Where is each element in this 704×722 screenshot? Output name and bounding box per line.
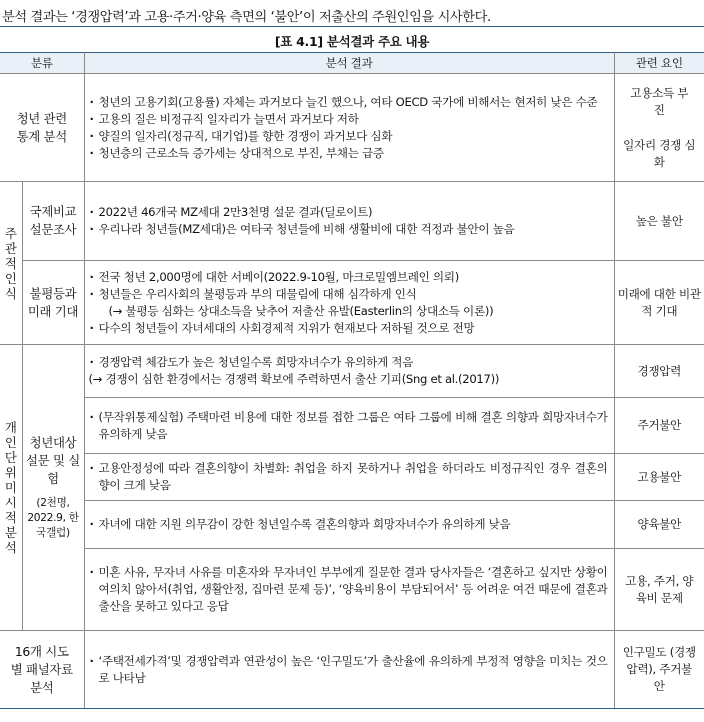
result-regional xyxy=(84,631,614,709)
category-char: 적 xyxy=(4,255,17,271)
list-item: · 청년의 고용기회(고용률) 자체는 과거보다 늘긴 했으나, 여타 OECD 국가에 비해서는 현저히 낮은 수준 xyxy=(89,94,608,111)
category-char: 분 xyxy=(4,525,17,540)
category-char: 단 xyxy=(4,450,17,465)
result-inequality xyxy=(84,261,614,345)
list-item: · 양질의 일자리(정규직, 대기업)를 향한 경쟁이 과거보다 심화 xyxy=(89,128,608,145)
header-row xyxy=(0,53,704,74)
factor-intl: 높은 불안 xyxy=(614,182,704,261)
row-youth-stats xyxy=(0,74,704,182)
row-regional xyxy=(0,631,704,709)
category-char: 주 xyxy=(4,225,17,241)
category-char: 적 xyxy=(4,510,17,525)
list-item: · 고용안정성에 따라 결혼의향이 차별화: 취업을 하지 못하거나 취업을 하더라도 비정규직인 경우 결혼의향이 크게 낮음 xyxy=(89,460,608,494)
factor-micro-1: 경쟁압력 xyxy=(614,345,704,398)
factor-inequality: 미래에 대한 비관적 기대 xyxy=(614,261,704,345)
result-youth-stats xyxy=(84,74,614,182)
category-char: 인 xyxy=(4,435,17,450)
spacer xyxy=(618,119,702,137)
analysis-table xyxy=(0,52,704,709)
subcategory-label: 청년대상 설문 및 실험 xyxy=(26,435,80,486)
category-char: 시 xyxy=(4,495,17,510)
category-char: 미 xyxy=(4,480,17,495)
category-micro xyxy=(0,345,22,631)
row-micro-4 xyxy=(0,501,704,549)
result-micro-2 xyxy=(84,398,614,454)
list-item: · 자녀에 대한 지원 의무감이 강한 청년일수록 결혼의향과 희망자녀수가 유의하게 낮음 xyxy=(89,516,608,533)
factor-micro-5: 고용, 주거, 양육비 문제 xyxy=(614,549,704,631)
category-char: 석 xyxy=(4,540,17,555)
category-youth-stats: 청년 관련 통계 분석 xyxy=(0,74,84,182)
list-item: · ‘주택전세가격’및 경쟁압력과 연관성이 높은 ‘인구밀도’가 출산율에 유의하게 부정적 영향을 미치는 것으로 나타남 xyxy=(89,653,608,687)
list-item-text: 청년들은 우리사회의 불평등과 부의 대물림에 대해 심각하게 인식 xyxy=(98,286,417,301)
table-title: [표 4.1] 분석결과 주요 내용 xyxy=(274,34,430,49)
list-item xyxy=(89,286,608,320)
category-char: 위 xyxy=(4,465,17,480)
category-char: 인 xyxy=(4,270,17,286)
arrow-note: (→ 불평등 심화는 상대소득을 낮추어 저출산 유발(Easterlin의 상대소득 이론)) xyxy=(108,303,494,318)
category-char: 개 xyxy=(4,420,17,435)
list-item xyxy=(89,354,608,388)
row-micro-5 xyxy=(0,549,704,631)
subcategory-note: (2천명, 2022.9, 한국갤럽) xyxy=(27,497,79,539)
factor-micro-4: 양육불안 xyxy=(614,501,704,549)
list-item: · (무작위통제실험) 주택마련 비용에 대한 정보를 접한 그룹은 여타 그룹에 비해 결혼 의향과 희망자녀수가 유의하게 낮음 xyxy=(89,409,608,443)
row-micro-2 xyxy=(0,398,704,454)
result-micro-4 xyxy=(84,501,614,549)
subcategory-micro xyxy=(22,345,84,631)
header-factor: 관련 요인 xyxy=(614,53,704,74)
result-intl xyxy=(84,182,614,261)
row-inequality xyxy=(0,261,704,345)
list-item: · 우리나라 청년들(MZ세대)은 여타국 청년들에 비해 생활비에 대한 걱정과 불안이 높음 xyxy=(89,221,608,238)
category-char: 관 xyxy=(4,240,17,256)
arrow-note: (→ 경쟁이 심한 환경에서는 경쟁력 확보에 주력하면서 출산 기피(Sng et al.(2017)) xyxy=(88,372,500,386)
list-item: · 미혼 사유, 무자녀 사유를 미혼자와 무자녀인 부부에게 질문한 결과 당사자들은 ‘결혼하고 싶지만 상황이 여의치 않아서(취업, 생활안정, 집마련 문제 등)’, ‘양육비용이 부담되어서’ 등 어려운 여건 때문에 결혼과 출산을 못하고 있다고 응답 xyxy=(89,564,608,615)
factor-label: 일자리 경쟁 심화 xyxy=(623,137,696,169)
factor-regional: 인구밀도 (경쟁압력), 주거불안 xyxy=(614,631,704,709)
factor-label: 고용소득 부진 xyxy=(630,85,689,117)
subcategory-inequality: 불평등과 미래 기대 xyxy=(22,261,84,345)
factor-micro-2: 주거불안 xyxy=(614,398,704,454)
factor-micro-3: 고용불안 xyxy=(614,454,704,501)
list-item: · 다수의 청년들이 자녀세대의 사회경제적 지위가 현재보다 저하될 것으로 전망 xyxy=(89,320,608,337)
top-rule xyxy=(0,26,704,27)
result-micro-5 xyxy=(84,549,614,631)
header-result: 분석 결과 xyxy=(84,53,614,74)
result-micro-1 xyxy=(84,345,614,398)
row-micro-3 xyxy=(0,454,704,501)
category-subjective xyxy=(0,182,22,345)
row-micro-1 xyxy=(0,345,704,398)
category-char: 식 xyxy=(4,285,17,301)
row-intl-survey xyxy=(0,182,704,261)
factor-youth-stats xyxy=(614,74,704,182)
header-category: 분류 xyxy=(0,53,84,74)
category-regional: 16개 시도별 패널자료 분석 xyxy=(0,631,84,709)
list-item-text: 경쟁압력 체감도가 높은 청년일수록 희망자녀수가 유의하게 적음 xyxy=(98,355,414,369)
result-micro-3 xyxy=(84,454,614,501)
list-item: · 2022년 46개국 MZ세대 2만3천명 설문 결과(딜로이트) xyxy=(89,204,608,221)
list-item: · 전국 청년 2,000명에 대한 서베이(2022.9-10월, 마크로밀엠브레인 의뢰) xyxy=(89,269,608,286)
subcategory-intl: 국제비교 설문조사 xyxy=(22,182,84,261)
intro-text: 분석 결과는 ‘경쟁압력’과 고용·주거·양육 측면의 ‘불안’이 저출산의 주원인임을 시사한다. xyxy=(2,10,491,25)
list-item: · 청년층의 근로소득 증가세는 상대적으로 부진, 부채는 급증 xyxy=(89,145,608,162)
list-item: · 고용의 질은 비정규직 일자리가 늘면서 과거보다 저하 xyxy=(89,111,608,128)
